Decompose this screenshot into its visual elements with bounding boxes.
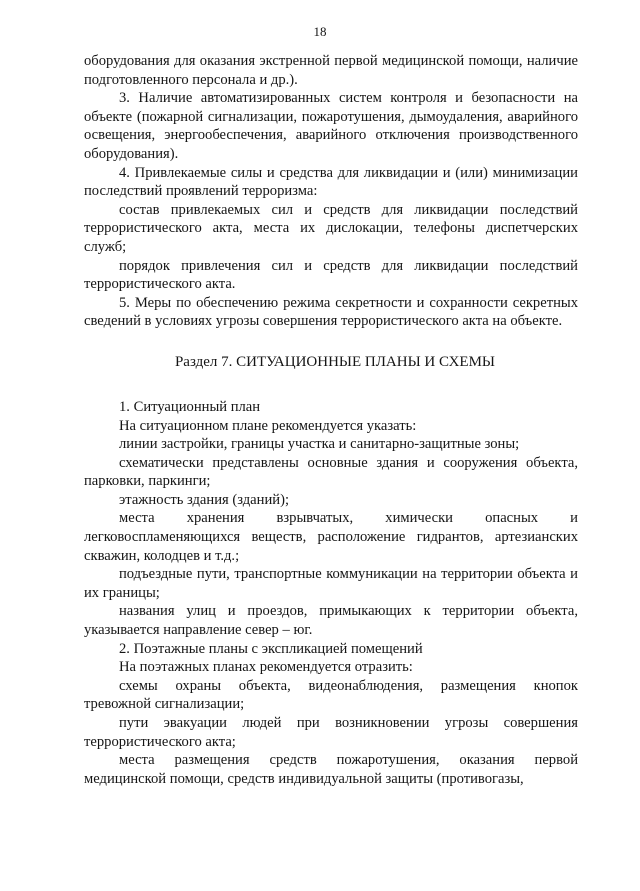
paragraph: На поэтажных планах рекомендуется отразить:: [119, 659, 413, 676]
paragraph: 2. Поэтажные планы с экспликацией помещений: [119, 640, 423, 657]
paragraph: названия улиц и проездов, примыкающих к территории объекта, указывается направление север – юг.: [84, 603, 578, 639]
paragraph: места хранения взрывчатых, химически опасных и легковоспламеняющихся веществ, расположение гидрантов, артезианских скважин, колодцев и т.д.;: [84, 510, 578, 564]
paragraph: пути эвакуации людей при возникновении угрозы совершения террористического акта;: [84, 715, 578, 750]
paragraph: этажность здания (зданий);: [119, 491, 290, 508]
paragraph: порядок привлечения сил и средств для ликвидации последствий террористического акта.: [84, 257, 578, 293]
document-body: [84, 52, 578, 788]
paragraph: 4. Привлекаемые силы и средства для ликвидации и (или) минимизации последствий проявлений терроризма:: [84, 164, 578, 200]
paragraphs-after-section: [84, 398, 578, 788]
paragraph: состав привлекаемых сил и средств для ликвидации последствий террористического акта, места их дислокации, телефоны диспетчерских служб;: [84, 201, 578, 255]
paragraph: На ситуационном плане рекомендуется указать:: [119, 417, 417, 434]
paragraph: оборудования для оказания экстренной первой медицинской помощи, наличие подготовленного персонала и др.).: [84, 53, 578, 88]
paragraph: подъездные пути, транспортные коммуникации на территории объекта и их границы;: [84, 566, 578, 601]
paragraph: линии застройки, границы участка и санитарно-защитные зоны;: [119, 436, 520, 453]
paragraph: 5. Меры по обеспечению режима секретности и сохранности секретных сведений в условиях угрозы совершения террористического акта на объекте.: [84, 294, 578, 330]
paragraphs-before-section: [84, 52, 578, 331]
paragraph: места размещения средств пожаротушения, оказания первой медицинской помощи, средств индивидуальной защиты (противогазы,: [84, 752, 578, 787]
paragraph: схематически представлены основные здания и сооружения объекта, парковки, паркинги;: [84, 454, 578, 490]
section-title: Раздел 7. СИТУАЦИОННЫЕ ПЛАНЫ И СХЕМЫ: [174, 353, 496, 370]
page-number: 18: [313, 24, 327, 39]
paragraph: 1. Ситуационный план: [119, 398, 261, 415]
paragraph: схемы охраны объекта, видеонаблюдения, размещения кнопок тревожной сигнализации;: [84, 677, 578, 713]
paragraph: 3. Наличие автоматизированных систем контроля и безопасности на объекте (пожарной сигнализации, пожаротушения, дымоудаления, аварийного освещения, энергообеспечения, аварийного отключения производственного оборудования).: [84, 90, 578, 162]
